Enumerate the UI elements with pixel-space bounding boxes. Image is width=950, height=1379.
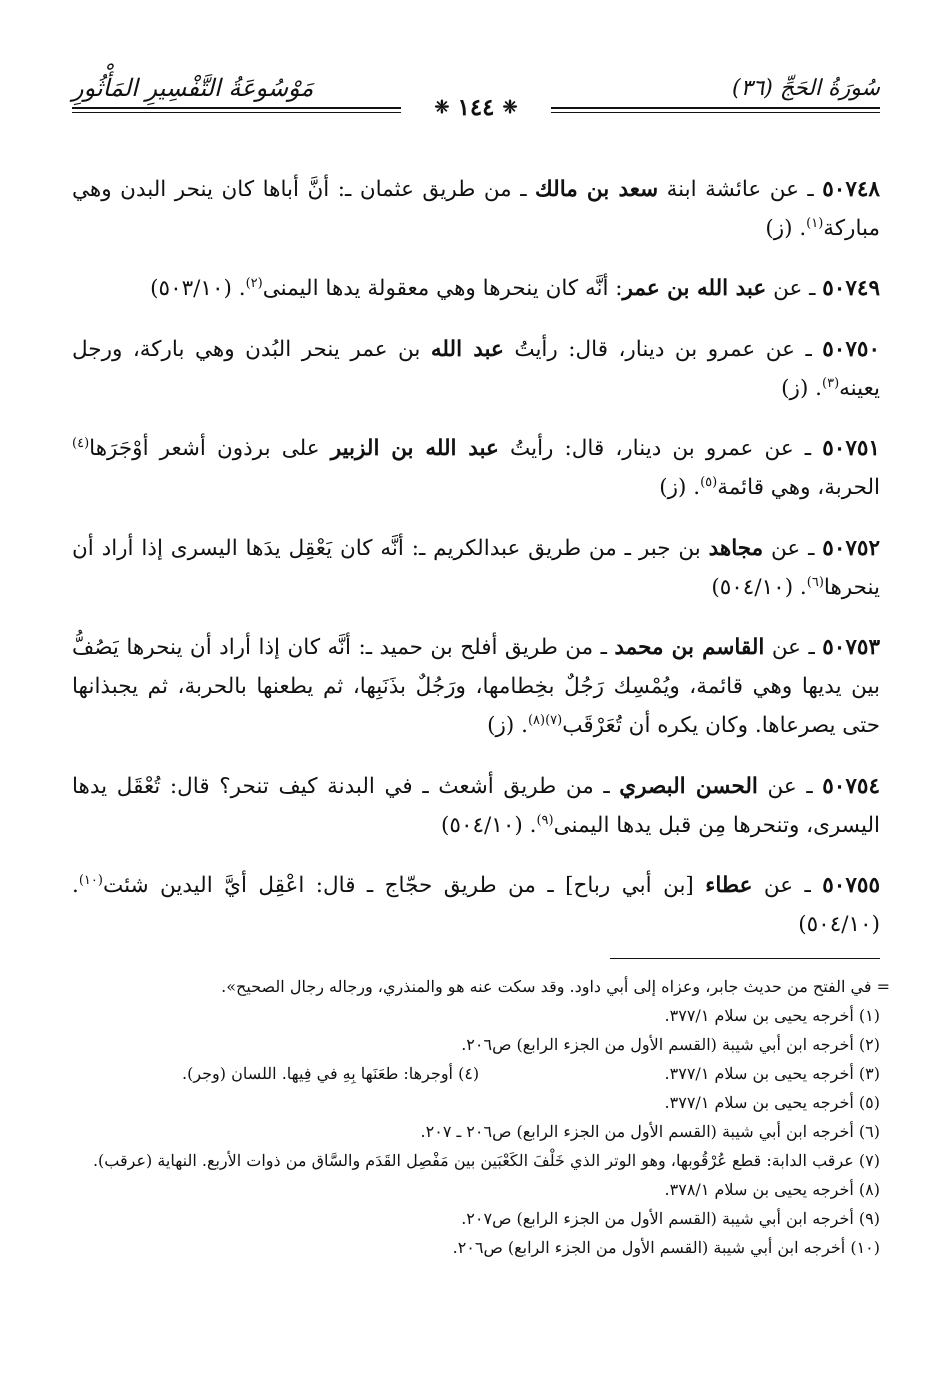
footnote-1: (١) أخرجه يحيى بن سلام ٣٧٧/١. (664, 1006, 880, 1025)
entry-50755: ٥٠٧٥٥ ـ عن عطاء [بن أبي رباح] ـ من طريق حجّاج ـ قال: اعْقِل أيَّ اليدين شئت$^{(١٠)}$. (٥٠٤/١٠) (72, 872, 880, 937)
entry-50752: ٥٠٧٥٢ ـ عن مجاهد بن جبر ـ من طريق عبدالكريم ـ: أنَّه كان يَعْقِل يدَها اليسرى إذا أراد أن ينحرها$^{(٦)}$. (٥٠٤/١٠) (72, 535, 881, 600)
main-text (72, 148, 880, 958)
footnote-5: (٥) أخرجه يحيى بن سلام ٣٧٧/١. (664, 1093, 880, 1112)
footnote-2: (٢) أخرجه ابن أبي شيبة (القسم الأول من الجزء الرابع) ص٢٠٦. (461, 1035, 880, 1054)
ornament-icon: ❈ (502, 97, 518, 118)
footnote-row-3-4 (72, 1059, 880, 1088)
footnote-ref: (٢) (245, 275, 263, 291)
entry-50753: ٥٠٧٥٣ ـ عن القاسم بن محمد ـ من طريق أفلح بن حميد ـ: أنَّه كان إذا أراد أن ينحرها يَصُفُّ بين يديها وهي قائمة، ويُمْسِك رَجُلٌ بخِطامها، ورَجُلٌ بذَنَبِها، ثم يطعنها بالحربة، ثم يجبذانها حتى يصرعاها. وكان يكره أن تُعَرْقَب$^{(٧)(٨)}$. (ز) (72, 635, 880, 738)
footnote-ref: (١٠) (78, 872, 103, 888)
footnote-continuation: = في الفتح من حديث جابر، وعزاه إلى أبي داود. وقد سكت عنه هو والمنذري، ورجاله رجال الصحيح». (221, 977, 890, 996)
footnote-ref: (٤) (72, 435, 90, 451)
footnote-ref: (٦) (806, 574, 824, 590)
footnote-10: (١٠) أخرجه ابن أبي شيبة (القسم الأول من الجزء الرابع) ص٢٠٦. (452, 1238, 880, 1257)
surah-title: سُورَةُ الحَجِّ (٣٦) (732, 76, 880, 101)
footnote-7: (٧) عرقب الدابة: قطع عُرْقُوبها، وهو الوتر الذي خَلْفَ الكَعْبَين بين مَفْصِل القَدَم والسَّاق من ذوات الأربع. النهاية (عرقب). (92, 1151, 880, 1170)
footnote-ref: (٣) (822, 375, 840, 391)
book-title: مَوْسُوعَةُ التَّفْسِيرِ المَأْثُورِ (72, 74, 314, 102)
entry-50751: ٥٠٧٥١ ـ عن عمرو بن دينار، قال: رأيتُ عبد الله بن الزبير على برذون أشعر أوْجَرَها$^{(٤)}$ الحربة، وهي قائمة$^{(٥)}$. (ز) (72, 435, 880, 500)
footnote-6: (٦) أخرجه ابن أبي شيبة (القسم الأول من الجزء الرابع) ص٢٠٦ ـ ٢٠٧. (420, 1122, 880, 1141)
entry-50749: ٥٠٧٤٩ ـ عن عبد الله بن عمر: أنَّه كان ينحرها وهي معقولة يدها اليمنى$^{(٢)}$. (٥٠٣/١٠) (150, 275, 880, 301)
footnote-ref: (٥) (700, 474, 718, 490)
page-number: ١٤٤ (457, 94, 495, 121)
footnote-4: (٤) أوجرها: طعَنَها بِهِ في فِيها. اللسان (وجر). (182, 1064, 480, 1083)
footnote-ref: (١) (806, 215, 824, 231)
footnote-8: (٨) أخرجه يحيى بن سلام ٣٧٨/١. (664, 1180, 880, 1199)
page-number-block (434, 94, 517, 121)
entry-50754: ٥٠٧٥٤ ـ عن الحسن البصري ـ من طريق أشعث ـ في البدنة كيف تنحر؟ قال: تُعْقَل يدها اليسرى، وتنحرها مِن قبل يدها اليمنى$^{(٩)}$. (٥٠٤/١٠) (72, 773, 880, 838)
footnote-separator (610, 958, 880, 959)
footnote-3: (٣) أخرجه يحيى بن سلام ٣٧٧/١. (664, 1064, 880, 1083)
entry-50750: ٥٠٧٥٠ ـ عن عمرو بن دينار، قال: رأيتُ عبد الله بن عمر ينحر البُدن وهي باركة، ورجل يعينه$^{(٣)}$. (ز) (72, 336, 880, 401)
footnote-9: (٩) أخرجه ابن أبي شيبة (القسم الأول من الجزء الرابع) ص٢٠٧. (461, 1209, 880, 1228)
footnotes (72, 972, 890, 1262)
entry-50748: ٥٠٧٤٨ ـ عن عائشة ابنة سعد بن مالك ـ من طريق عثمان ـ: أنَّ أباها كان ينحر البدن وهي مباركة$^{(١)}$. (ز) (72, 176, 880, 241)
ornament-icon: ❈ (434, 97, 450, 118)
footnote-ref: (٧)(٨) (527, 712, 563, 728)
page-header (72, 70, 880, 124)
footnote-ref: (٩) (536, 812, 554, 828)
